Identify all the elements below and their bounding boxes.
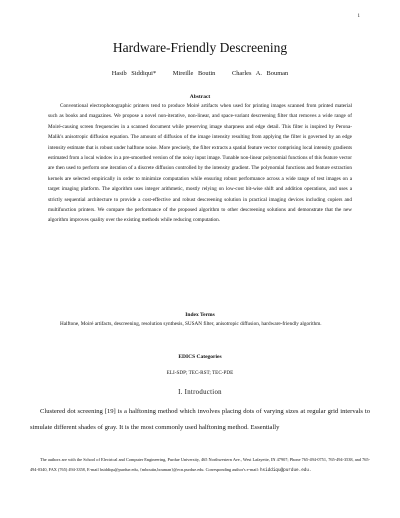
page-number: 1	[357, 14, 360, 19]
author-1: Hasib Siddiqui*	[111, 70, 157, 77]
abstract-text: Conventional electrophotographic printers tend to produce Moiré artifacts when used for printing images scanned from printed material such as books and magazines. We propose a novel non-iterative, non-linear, and space-variant descreening filter that removes a wide range of Moiré-causing screen frequencies in a scanned document while preserving image sharpness and edge detail. This filter is inspired by Perona-Malik's anisotropic diffusion equation. The amount of diffusion of the image intensity resulting from applying the filter is governed by an edge intensity estimate that is robust under halftone noise. More precisely, the filter extracts a spatial feature vector comprising local intensity gradients estimated from a local window in a pre-smoothed version of the noisy input image. Tunable non-linear polynomial functions of this feature vector are then used to perform one iteration of a discrete diffusion controlled by the intensity gradient. The polynomial functions and feature extraction kernels are selected empirically in order to minimize computation while ensuring robust performance across a wide range of test images on a target imaging platform. The algorithm uses integer arithmetic, mostly relying on low-cost bit-wise shift and addition operations, and uses a strictly sequential architecture to provide a cost-effective and robust descreening solution in practical imaging devices including copiers and multifunction printers. We compare the performance of the proposed algorithm to other descreening solutions and demonstrate that the new algorithm improves quality over the existing methods while reducing computation.	[48, 103, 352, 224]
abstract-heading: Abstract	[189, 94, 211, 100]
edics-categories: ELI-SDP; TEC-RST; TEC-PDE	[166, 370, 234, 376]
introduction-paragraph: Clustered dot screening [19] is a halftoning method which involves placing dots of varying sizes at regular grid intervals to simulate different shades of gray. It is the most commonly used halftoning method. Essentially	[30, 408, 370, 431]
index-terms-text: Halftone, Moiré artifacts, descreening, resolution synthesis, SUSAN filter, anisotropic diffusion, hardware-friendly algorithm.	[60, 321, 322, 327]
corresponding-email: hsiddiqu@purdue.edu.	[259, 467, 312, 473]
index-terms-heading: Index Terms	[185, 312, 215, 318]
author-2: Mireille Boutin	[172, 70, 216, 77]
paper-title: Hardware-Friendly Descreening	[112, 40, 288, 55]
footnote-text: The authors are with the School of Electrical and Computer Engineering, Purdue University, 465 Northwestern Ave., West Lafayette, IN 47907; Phone 765-494-0751, 765-494-3538, and 765-494-0340, FAX (765) 494-3358, E-mail hsiddiqu@purdue.edu, {mboutin,bouman}@ecn.purdue.edu. Corresponding author's e-mail:	[30, 457, 370, 472]
section-heading-introduction: I. Introduction	[178, 389, 222, 396]
author-3: Charles A. Bouman	[231, 70, 289, 77]
author-affiliation-footnote	[30, 455, 370, 475]
edics-heading: EDICS Categories	[178, 354, 222, 360]
author-list	[0, 70, 400, 77]
